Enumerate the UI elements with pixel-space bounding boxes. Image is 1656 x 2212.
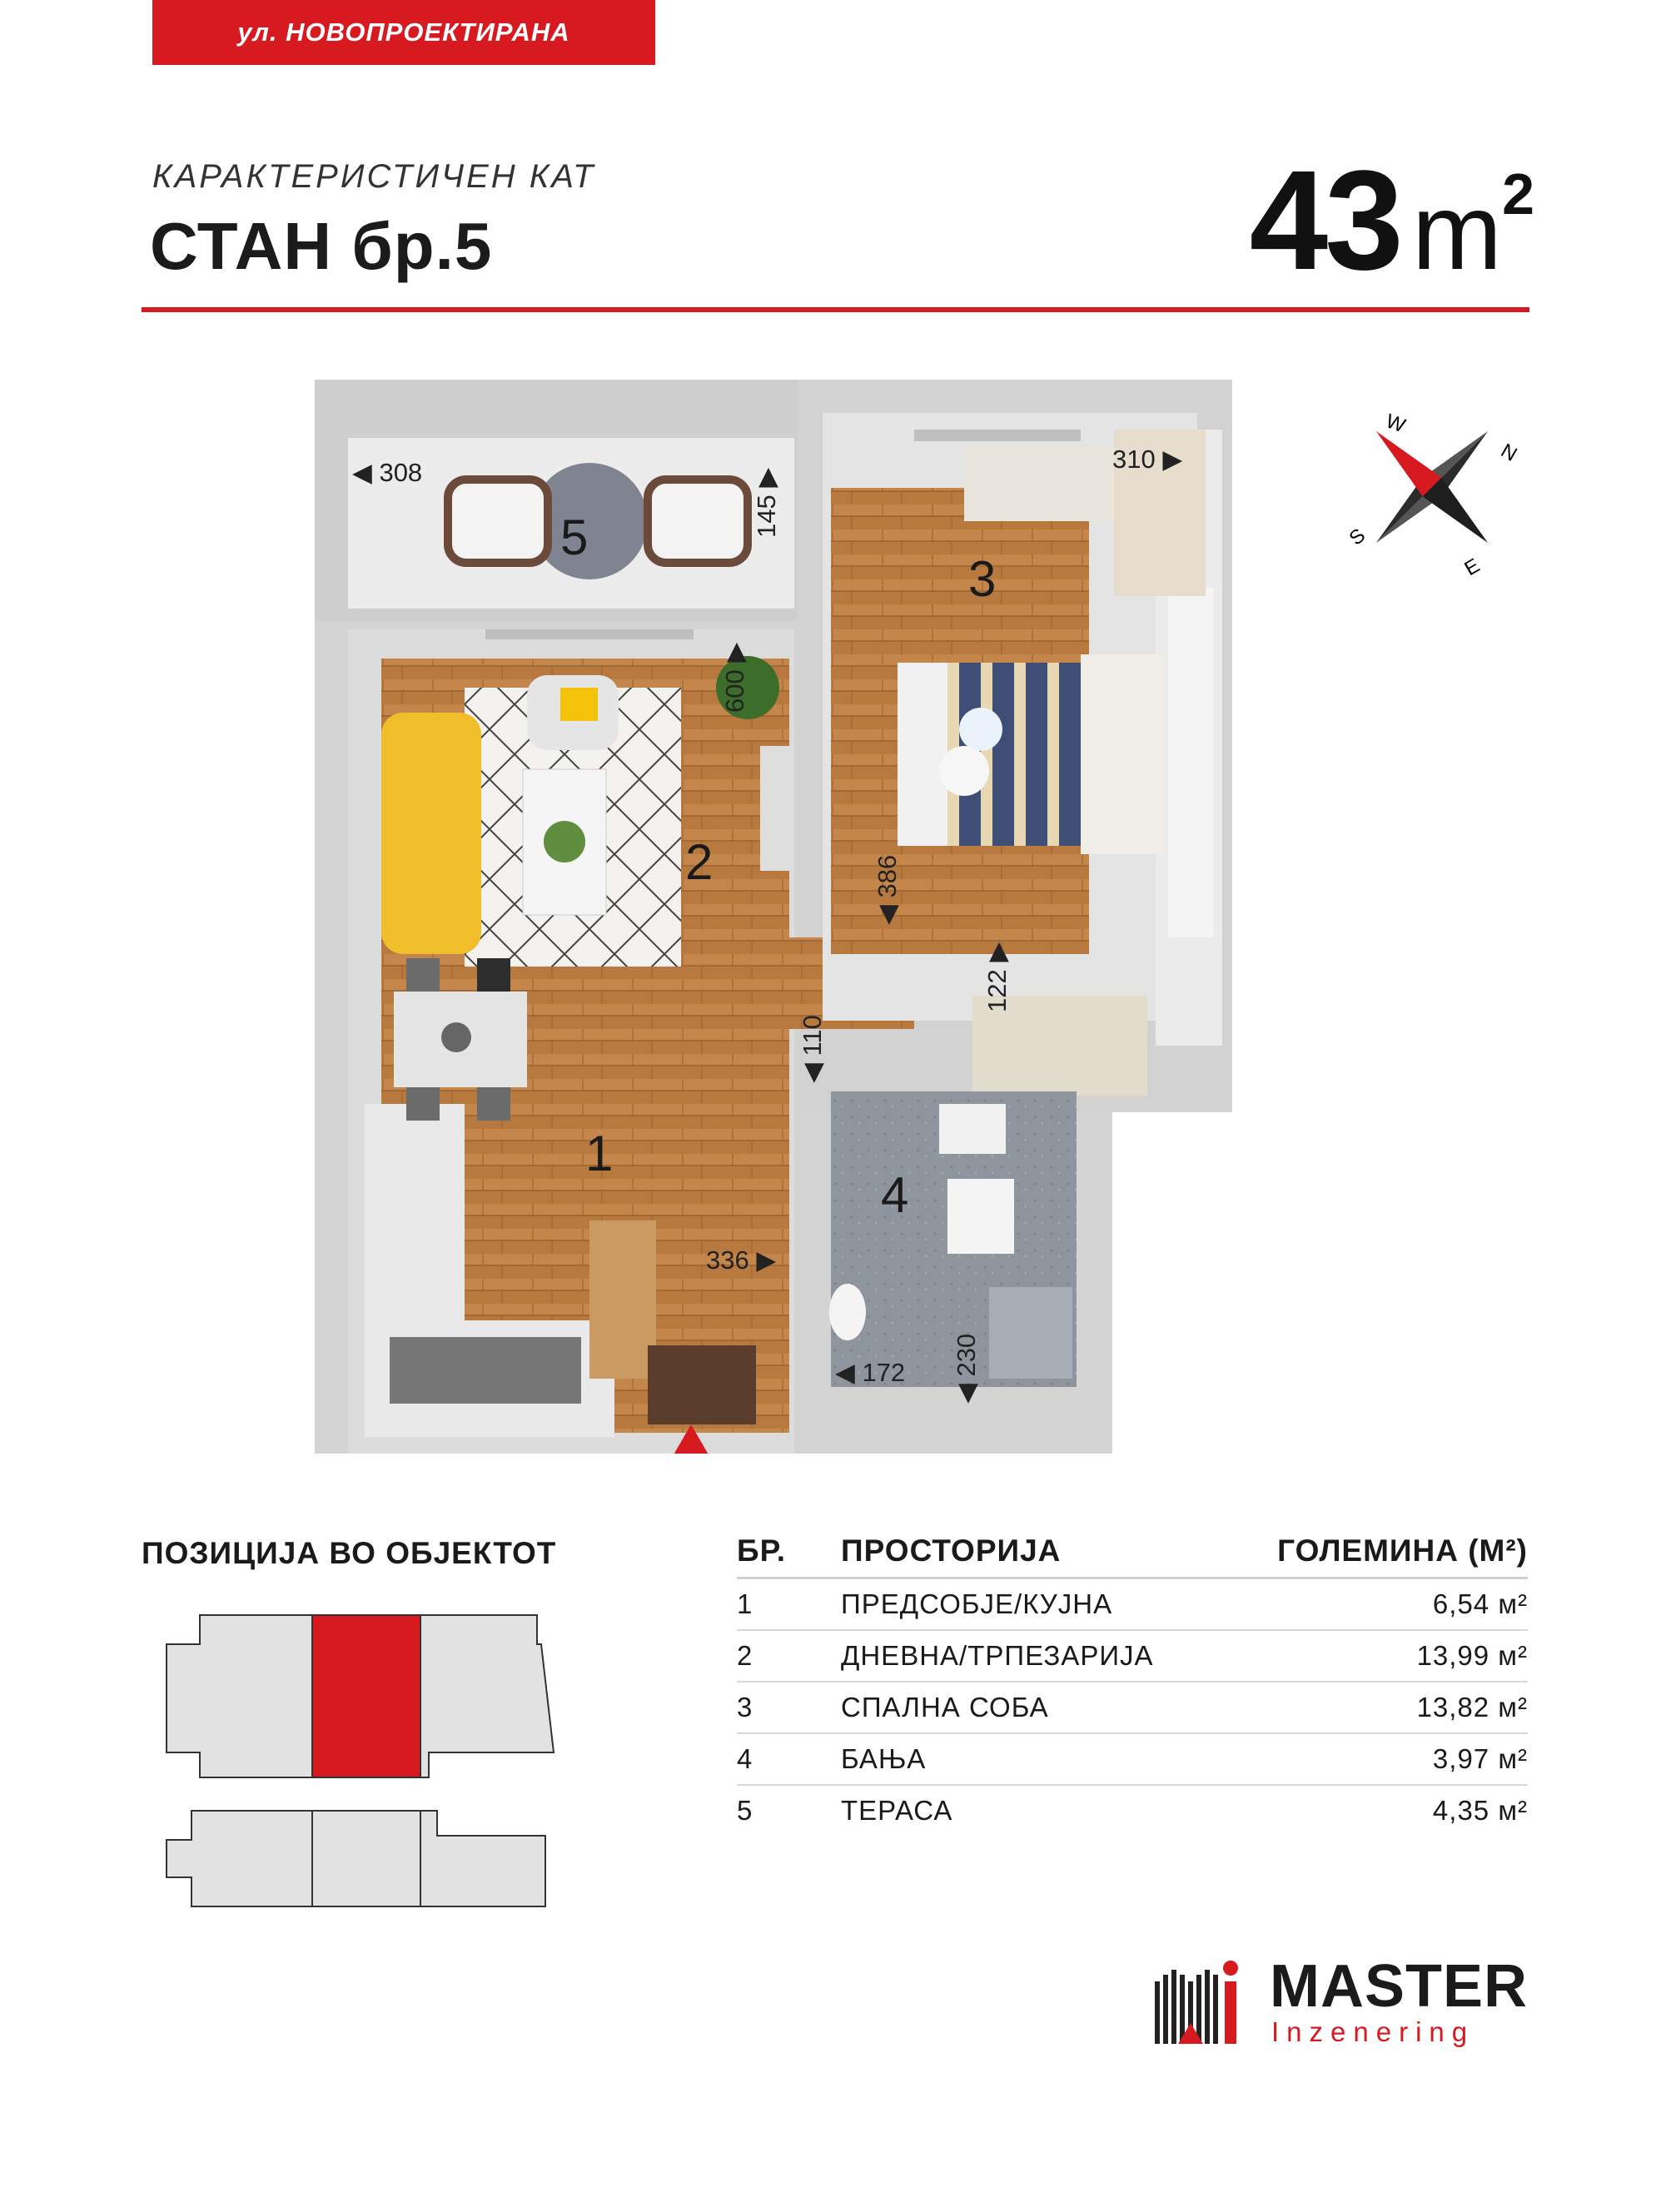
logo-name: MASTER bbox=[1270, 1953, 1528, 2020]
dim-bath-depth: ◀ 230 bbox=[952, 1333, 981, 1404]
dim-hall-length: 336 ▶ bbox=[706, 1245, 777, 1275]
table-row bbox=[737, 1631, 1528, 1683]
room-number-2: 2 bbox=[685, 834, 714, 890]
area-superscript: 2 bbox=[1502, 162, 1531, 226]
table-header bbox=[737, 1525, 1528, 1579]
compass-s: S bbox=[1345, 524, 1370, 550]
row-room: ТЕРАСА bbox=[841, 1795, 953, 1826]
dim-terrace-depth: 145 ▶ bbox=[752, 467, 781, 538]
header-size: ГОЛЕМИНА (М²) bbox=[1277, 1533, 1528, 1568]
row-room: ПРЕДСОБЈЕ/КУЈНА bbox=[841, 1588, 1113, 1619]
logo-tagline: Inzenering bbox=[1271, 2016, 1475, 2047]
row-no: 5 bbox=[737, 1795, 753, 1826]
room-number-5: 5 bbox=[560, 510, 589, 565]
room-number-3: 3 bbox=[968, 551, 997, 607]
dim-terrace-width: ◀ 308 bbox=[352, 458, 423, 487]
position-title: ПОЗИЦИЈА ВО ОБЈЕКТОТ bbox=[142, 1536, 557, 1570]
row-room: БАЊА bbox=[841, 1743, 927, 1774]
table-row bbox=[737, 1734, 1528, 1786]
row-size: 13,99 м² bbox=[1416, 1640, 1528, 1671]
compass-n: N bbox=[1497, 439, 1521, 466]
dim-bedroom-niche: 122 ▶ bbox=[982, 942, 1012, 1012]
dim-living-depth: 600 ▶ bbox=[720, 642, 749, 713]
apartment-title: СТАН бр.5 bbox=[150, 209, 493, 283]
master-logo-icon bbox=[1153, 1956, 1245, 2048]
dim-bedroom-depth: ◀ 386 bbox=[873, 854, 902, 925]
master-logo bbox=[1153, 1953, 1528, 2048]
compass-icon bbox=[1336, 391, 1528, 583]
row-room: СПАЛНА СОБА bbox=[841, 1692, 1049, 1722]
building-position-map bbox=[162, 1611, 562, 1919]
table-row bbox=[737, 1786, 1528, 1836]
row-no: 2 bbox=[737, 1640, 753, 1671]
room-number-4: 4 bbox=[881, 1167, 909, 1223]
compass-e: E bbox=[1460, 554, 1484, 581]
area-value: 43 bbox=[1249, 142, 1400, 300]
table-row bbox=[737, 1683, 1528, 1734]
table-row bbox=[737, 1579, 1528, 1631]
dim-hall-width: ◀ 110 bbox=[798, 1015, 827, 1083]
header-room: ПРОСТОРИЈА bbox=[841, 1533, 1062, 1568]
row-no: 3 bbox=[737, 1692, 753, 1722]
header-divider bbox=[142, 307, 1529, 312]
apartment-area bbox=[1249, 142, 1531, 300]
row-room: ДНЕВНА/ТРПЕЗАРИЈА bbox=[841, 1640, 1154, 1671]
row-size: 4,35 м² bbox=[1432, 1795, 1528, 1826]
rooms-table bbox=[737, 1525, 1528, 1836]
floor-plan bbox=[315, 380, 1232, 1454]
dim-bath-width: ◀ 172 bbox=[835, 1358, 906, 1387]
compass-w: W bbox=[1382, 410, 1409, 438]
row-size: 13,82 м² bbox=[1416, 1692, 1528, 1722]
street-banner: ул. НОВОПРОЕКТИРАНА bbox=[152, 0, 655, 65]
row-no: 1 bbox=[737, 1588, 753, 1619]
row-size: 3,97 м² bbox=[1432, 1743, 1528, 1774]
area-unit: m bbox=[1411, 171, 1503, 292]
floor-plan-drawing bbox=[315, 380, 1232, 1454]
header-no: БР. bbox=[737, 1533, 787, 1568]
dim-bedroom-width: 310 ▶ bbox=[1112, 445, 1183, 474]
room-number-1: 1 bbox=[585, 1126, 614, 1181]
floor-subtitle: КАРАКТЕРИСТИЧЕН КАТ bbox=[152, 158, 596, 195]
row-no: 4 bbox=[737, 1743, 753, 1774]
row-size: 6,54 м² bbox=[1432, 1588, 1528, 1619]
